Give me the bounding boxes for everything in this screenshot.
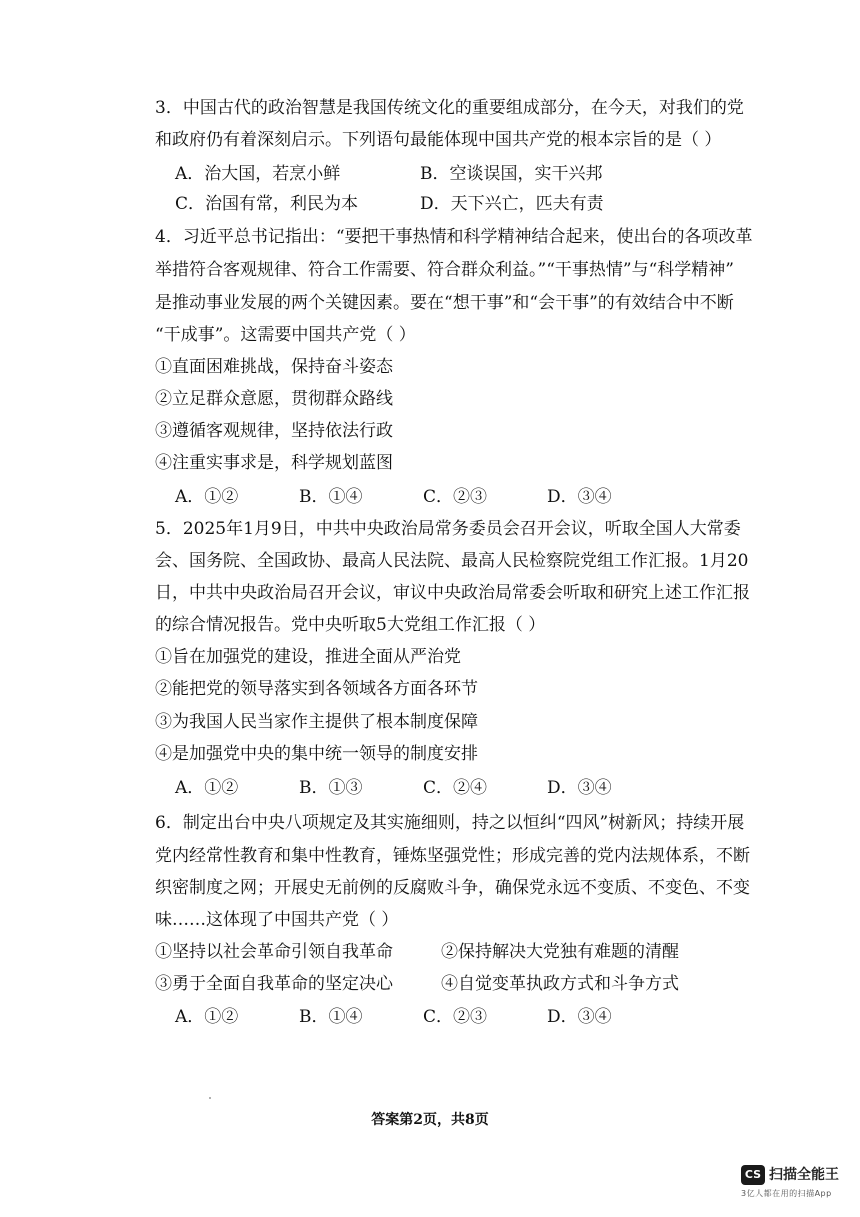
q5-option-d: D．③④	[547, 778, 612, 798]
q6-option-d: D．③④	[547, 1007, 612, 1027]
q5-option-c: C．②④	[423, 778, 488, 798]
q4-option-b: B．①④	[299, 487, 363, 507]
q6-item-4: ④自觉变革执政方式和斗争方式	[441, 974, 679, 994]
q5-line-3: 日，中共中央政治局召开会议，审议中央政治局常委会听取和研究上述工作汇报	[155, 583, 750, 603]
q6-item-3: ③勇于全面自我革命的坚定决心	[155, 974, 393, 994]
q5-line-4: 的综合情况报告。党中央听取5大党组工作汇报（ ）	[155, 615, 546, 635]
q3-option-a: A．治大国，若烹小鲜	[175, 164, 341, 184]
q5-line-1: 5．2025年1月9日，中共中央政治局常务委员会召开会议，听取全国人大常委	[155, 519, 741, 539]
q6-line-3: 织密制度之网；开展史无前例的反腐败斗争，确保党永远不变质、不变色、不变	[155, 878, 750, 898]
q5-option-a: A．①②	[175, 778, 239, 798]
q4-item-3: ③遵循客观规律，坚持依法行政	[155, 421, 393, 441]
watermark-app-name: 扫描全能王	[769, 1167, 839, 1183]
q4-line-1: 4．习近平总书记指出：“要把干事热情和科学精神结合起来，使出台的各项改革	[155, 227, 753, 247]
q5-item-4: ④是加强党中央的集中统一领导的制度安排	[155, 744, 478, 764]
q4-line-2: 举措符合客观规律、符合工作需要、符合群众利益。”“干事热情”与“科学精神”	[155, 260, 734, 280]
q5-line-2: 会、国务院、全国政协、最高人民法院、最高人民检察院党组工作汇报。1月20	[155, 551, 749, 571]
q4-line-3: 是推动事业发展的两个关键因素。要在“想干事”和“会干事”的有效结合中不断	[155, 293, 734, 313]
q6-item-2: ②保持解决大党独有难题的清醒	[441, 942, 679, 962]
q4-option-c: C．②③	[423, 487, 488, 507]
watermark-tagline: 3亿人都在用的扫描App	[741, 1189, 832, 1198]
q4-item-2: ②立足群众意愿，贯彻群众路线	[155, 389, 393, 409]
q4-line-4: “干成事”。这需要中国共产党（ ）	[155, 325, 416, 345]
q5-item-3: ③为我国人民当家作主提供了根本制度保障	[155, 712, 478, 732]
q6-option-c: C．②③	[423, 1007, 488, 1027]
q4-item-4: ④注重实事求是，科学规划蓝图	[155, 453, 393, 473]
q4-option-d: D．③④	[547, 487, 612, 507]
q4-option-a: A．①②	[175, 487, 239, 507]
q3-line-1: 3．中国古代的政治智慧是我国传统文化的重要组成部分，在今天，对我们的党	[155, 98, 744, 118]
scanner-watermark	[741, 1165, 851, 1205]
q3-option-c: C．治国有常，利民为本	[175, 194, 359, 214]
q3-option-d: D．天下兴亡，匹夫有责	[420, 194, 604, 214]
q6-option-a: A．①②	[175, 1007, 239, 1027]
q6-option-b: B．①④	[299, 1007, 363, 1027]
q6-line-2: 党内经常性教育和集中性教育，锤炼坚强党性；形成完善的党内法规体系，不断	[155, 846, 750, 866]
q6-item-1: ①坚持以社会革命引领自我革命	[155, 942, 393, 962]
q6-line-1: 6．制定出台中央八项规定及其实施细则，持之以恒纠“四风”树新风；持续开展	[155, 813, 745, 833]
q5-item-2: ②能把党的领导落实到各领域各方面各环节	[155, 679, 478, 699]
q4-item-1: ①直面困难挑战，保持奋斗姿态	[155, 357, 393, 377]
q5-item-1: ①旨在加强党的建设，推进全面从严治党	[155, 647, 461, 667]
camscanner-logo-icon: CS	[741, 1165, 765, 1185]
q5-option-b: B．①③	[299, 778, 363, 798]
q6-line-4: 味……这体现了中国共产党（ ）	[155, 910, 399, 930]
scan-speck	[209, 1097, 211, 1099]
page-footer: 答案第2页，共8页	[371, 1112, 489, 1128]
q3-line-2: 和政府仍有着深刻启示。下列语句最能体现中国共产党的根本宗旨的是（ ）	[155, 130, 722, 150]
q3-option-b: B．空谈误国，实干兴邦	[420, 164, 603, 184]
